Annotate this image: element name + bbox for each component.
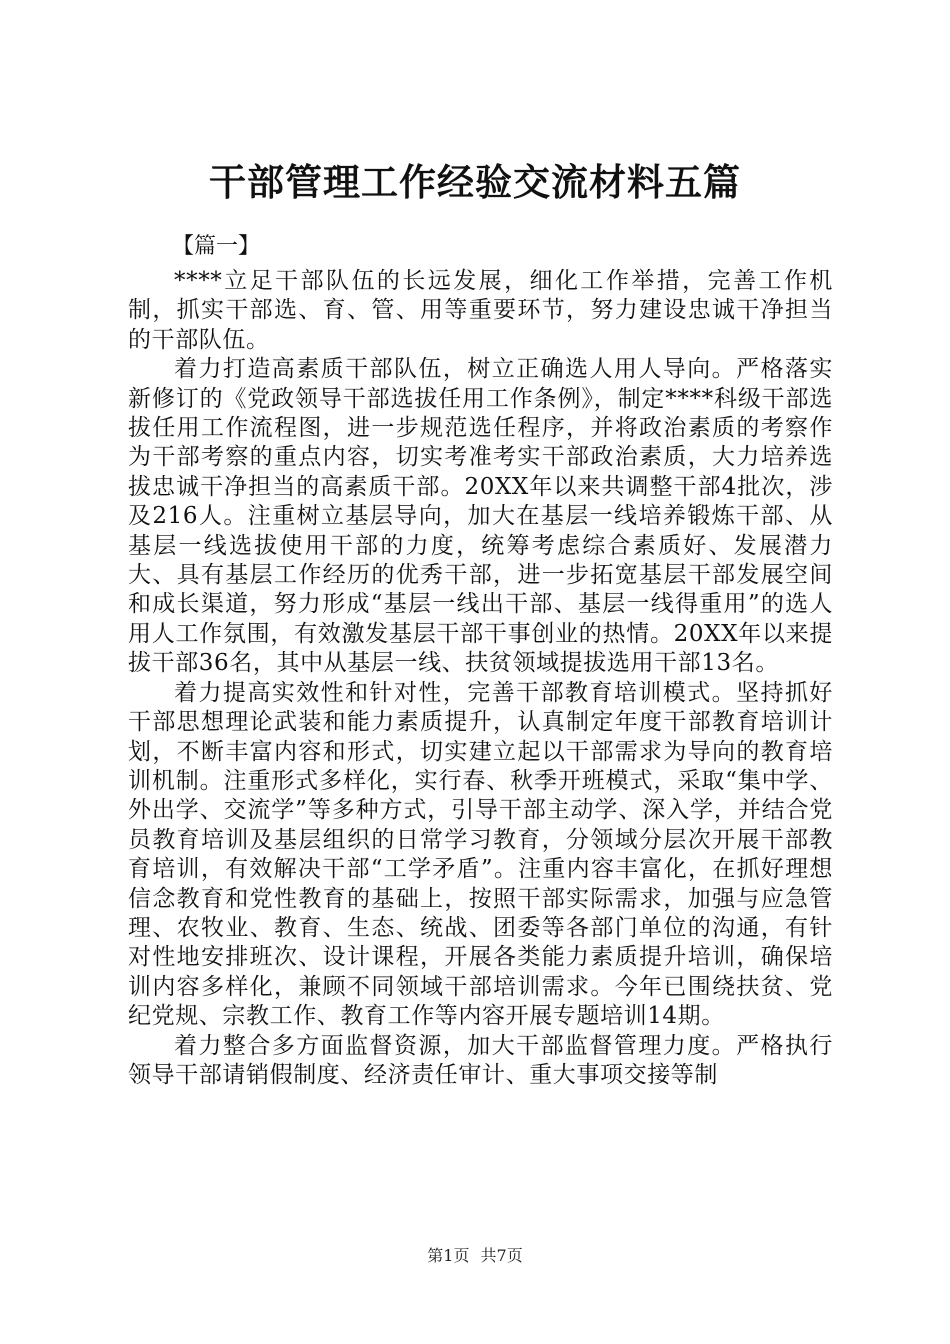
page-number: 第1页	[427, 1246, 470, 1265]
document-title: 干部管理工作经验交流材料五篇	[209, 161, 741, 204]
page-footer	[0, 1245, 950, 1267]
paragraph-supervision: 着力整合多方面监督资源，加大干部监督管理力度。严格执行领导干部请销假制度、经济责任审计、重大事项交接等制	[128, 1032, 833, 1088]
total-pages: 共7页	[480, 1246, 523, 1265]
paragraph-intro: ****立足干部队伍的长远发展，细化工作举措，完善工作机制，抓实干部选、育、管、用等重要环节，努力建设忠诚干净担当的干部队伍。	[128, 268, 833, 353]
paragraph-training: 着力提高实效性和针对性，完善干部教育培训模式。坚持抓好干部思想理论武装和能力素质提升，认真制定年度干部教育培训计划，不断丰富内容和形式，切实建立起以干部需求为导向的教育培训机制。注重形式多样化，实行春、秋季开班模式，采取“集中学、外出学、交流学”等多种方式，引导干部主动学、深入学，并结合党员教育培训及基层组织的日常学习教育，分领域分层次开展干部教育培训，有效解决干部“工学矛盾”。注重内容丰富化，在抓好理想信念教育和党性教育的基础上，按照干部实际需求，加强与应急管理、农牧业、教育、生态、统战、团委等各部门单位的沟通，有针对性地安排班次、设计课程，开展各类能力素质提升培训，确保培训内容多样化，兼顾不同领域干部培训需求。今年已围绕扶贫、党纪党规、宗教工作、教育工作等内容开展专题培训14期。	[128, 679, 833, 1030]
paragraph-selection: 着力打造高素质干部队伍，树立正确选人用人导向。严格落实新修订的《党政领导干部选拔任用工作条例》，制定****科级干部选拔任用工作流程图，进一步规范选任程序，并将政治素质的考察作为干部考察的重点内容，切实考准考实干部政治素质，大力培养选拔忠诚干净担当的高素质干部。20XX年以来共调整干部4批次，涉及216人。注重树立基层导向，加大在基层一线培养锻炼干部、从基层一线选拔使用干部的力度，统筹考虑综合素质好、发展潜力大、具有基层工作经历的优秀干部，进一步拓宽基层干部发展空间和成长渠道，努力形成“基层一线出干部、基层一线得重用”的选人用人工作氛围，有效激发基层干部干事创业的热情。20XX年以来提拔干部36名，其中从基层一线、扶贫领域提拔选用干部13名。	[128, 356, 833, 677]
section-heading: 【篇一】	[172, 234, 261, 259]
document-body	[128, 267, 833, 1090]
